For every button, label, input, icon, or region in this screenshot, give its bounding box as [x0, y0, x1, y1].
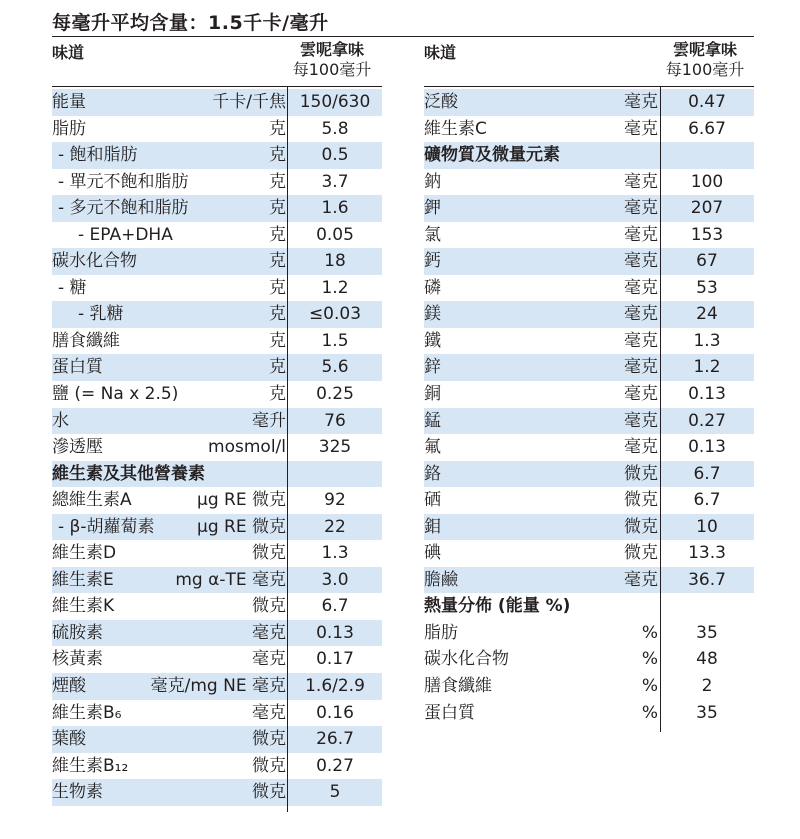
nutrient-name: 葉酸: [52, 729, 86, 750]
right-product-name: 雲呢拿味: [672, 40, 737, 59]
nutrient-name: 鈉: [424, 171, 441, 192]
nutrient-value: 5.8: [321, 118, 349, 139]
nutrient-row: [424, 673, 754, 700]
nutrient-name: - EPA+DHA: [78, 224, 173, 245]
nutrient-unit: 毫克/mg NE 毫克: [150, 676, 286, 697]
nutrient-name: 銅: [424, 384, 441, 405]
nutrient-value: 0.05: [316, 224, 354, 245]
right-flavor-header: 味道: [424, 43, 457, 62]
nutrient-row: [52, 673, 382, 700]
nutrient-row: [424, 620, 754, 647]
nutrient-row: [52, 408, 382, 435]
nutrient-value: 18: [324, 251, 346, 272]
nutrient-unit: %: [641, 649, 658, 670]
nutrient-unit: mosmol/l: [208, 437, 286, 458]
nutrient-row: [424, 248, 754, 275]
nutrient-name: 硒: [424, 490, 441, 511]
nutrient-value: 1.3: [693, 330, 721, 351]
nutrient-unit: 毫克: [624, 171, 658, 192]
nutrient-row: [424, 700, 754, 727]
nutrient-name: 總維生素A: [52, 490, 132, 511]
left-header-rule: [52, 86, 382, 87]
right-header-rule: [424, 86, 754, 87]
nutrient-value: 5: [329, 782, 341, 803]
nutrient-name: 鉬: [424, 516, 441, 537]
nutrient-unit: 毫克: [624, 437, 658, 458]
nutrient-value: 0.47: [688, 92, 726, 112]
nutrient-value: 3.7: [321, 171, 349, 192]
nutrient-value: 6.67: [688, 118, 726, 139]
nutrient-name: 磷: [424, 277, 441, 298]
nutrient-value: 48: [696, 649, 718, 670]
left-nutrition-table: [52, 89, 382, 806]
nutrient-value: 100: [690, 171, 724, 192]
nutrient-name: 水: [52, 410, 69, 431]
nutrient-value: 0.17: [316, 649, 354, 670]
nutrient-name: 泛酸: [424, 92, 458, 112]
nutrient-unit: 毫克: [624, 330, 658, 351]
right-value-divider: [660, 86, 661, 732]
nutrient-name: - 乳糖: [78, 304, 124, 325]
nutrient-name: - 糖: [58, 277, 87, 298]
nutrient-name: 鎂: [424, 304, 441, 325]
nutrient-value: 13.3: [688, 543, 726, 564]
nutrient-value: 0.16: [316, 702, 354, 723]
section-heading: 維生素及其他營養素: [52, 463, 205, 484]
nutrient-name: 脂肪: [424, 622, 458, 643]
nutrient-row: [424, 301, 754, 328]
nutrient-name: 膳食纖維: [52, 330, 120, 351]
nutrient-unit: 毫克: [624, 384, 658, 405]
nutrient-unit: 毫克: [624, 224, 658, 245]
nutrient-unit: 微克: [624, 463, 658, 484]
page-heading: 每毫升平均含量：1.5千卡/毫升: [52, 12, 329, 34]
nutrient-row: [424, 381, 754, 408]
nutrient-unit: 微克: [252, 596, 286, 617]
nutrient-row: [424, 646, 754, 673]
nutrient-value: 0.27: [688, 410, 726, 431]
nutrient-unit: mg α-TE 毫克: [175, 569, 286, 590]
nutrient-row: [52, 354, 382, 381]
nutrient-row: [424, 514, 754, 541]
nutrient-row: [52, 567, 382, 594]
nutrient-value: 207: [690, 198, 724, 219]
nutrient-name: 鋅: [424, 357, 441, 378]
nutrient-value: 0.13: [688, 384, 726, 405]
nutrient-name: 鉀: [424, 198, 441, 219]
nutrient-unit: 毫克: [624, 92, 658, 112]
nutrient-name: 維生素B₆: [52, 702, 122, 723]
left-flavor-header: 味道: [52, 43, 85, 62]
nutrient-unit: 微克: [624, 516, 658, 537]
nutrient-unit: 毫克: [624, 304, 658, 325]
nutrient-row: [52, 275, 382, 302]
nutrient-value: 67: [696, 251, 718, 272]
nutrient-row: [424, 275, 754, 302]
nutrient-name: 維生素K: [52, 596, 115, 617]
nutrient-unit: 毫升: [252, 410, 286, 431]
nutrient-unit: 微克: [624, 543, 658, 564]
nutrient-row: [424, 169, 754, 196]
nutrient-unit: 毫克: [624, 569, 658, 590]
nutrient-unit: 微克: [252, 543, 286, 564]
nutrient-name: 維生素B₁₂: [52, 755, 129, 776]
nutrient-row: [424, 540, 754, 567]
nutrient-row: [52, 434, 382, 461]
nutrient-value: 35: [696, 622, 718, 643]
nutrient-name: 維生素C: [424, 118, 487, 139]
nutrient-unit: 克: [269, 198, 286, 219]
nutrient-row: [52, 248, 382, 275]
nutrient-value: 0.5: [321, 145, 349, 166]
section-heading: 礦物質及微量元素: [424, 145, 560, 166]
nutrient-unit: 毫克: [252, 649, 286, 670]
nutrient-unit: 微克: [624, 490, 658, 511]
nutrient-value: 1.6/2.9: [305, 676, 365, 697]
left-product-header: [287, 40, 377, 80]
nutrient-unit: 克: [269, 304, 286, 325]
nutrient-row: [424, 116, 754, 143]
heading-rule: [52, 36, 754, 37]
nutrient-name: 維生素D: [52, 543, 117, 564]
nutrient-row: [52, 540, 382, 567]
nutrient-name: 膳食纖維: [424, 676, 492, 697]
nutrient-unit: 毫克: [624, 277, 658, 298]
nutrient-name: 氯: [424, 224, 441, 245]
nutrient-row: [52, 328, 382, 355]
nutrient-row: [52, 646, 382, 673]
nutrient-unit: 微克: [252, 782, 286, 803]
nutrient-name: 碳水化合物: [52, 251, 137, 272]
nutrient-value: 1.3: [321, 543, 349, 564]
nutrient-row: [52, 593, 382, 620]
nutrient-value: 0.13: [688, 437, 726, 458]
nutrient-value: 5.6: [321, 357, 349, 378]
nutrient-unit: 克: [269, 251, 286, 272]
nutrient-row: [52, 700, 382, 727]
nutrient-row: [424, 461, 754, 488]
nutrient-unit: µg RE 微克: [197, 516, 286, 537]
nutrient-row: [52, 726, 382, 753]
nutrient-value: ≤0.03: [308, 304, 362, 325]
nutrient-name: 生物素: [52, 782, 103, 803]
nutrient-unit: 克: [269, 384, 286, 405]
nutrient-unit: 克: [269, 171, 286, 192]
nutrient-value: 3.0: [321, 569, 349, 590]
nutrient-row: [424, 328, 754, 355]
nutrient-name: - β-胡蘿蔔素: [58, 516, 155, 537]
nutrient-name: - 飽和脂肪: [58, 145, 138, 166]
nutrient-name: 蛋白質: [52, 357, 103, 378]
nutrient-unit: µg RE 微克: [197, 490, 286, 511]
nutrient-value: 153: [690, 224, 724, 245]
nutrient-value: 26.7: [316, 729, 354, 750]
nutrient-row: [52, 301, 382, 328]
left-product-name: 雲呢拿味: [299, 40, 364, 59]
nutrient-row: [52, 487, 382, 514]
nutrient-unit: 克: [269, 330, 286, 351]
nutrient-name: 硫胺素: [52, 622, 103, 643]
nutrient-value: 2: [701, 676, 713, 697]
nutrient-name: 維生素E: [52, 569, 114, 590]
left-product-per: 每100毫升: [292, 60, 372, 79]
right-product-per: 每100毫升: [665, 60, 745, 79]
nutrient-name: 能量: [52, 92, 86, 112]
nutrient-unit: 毫克: [252, 622, 286, 643]
nutrient-row: [424, 89, 754, 116]
nutrient-value: 24: [696, 304, 718, 325]
nutrient-name: 脂肪: [52, 118, 86, 139]
nutrient-value: 0.25: [316, 384, 354, 405]
nutrient-row: [424, 487, 754, 514]
nutrient-unit: 毫克: [624, 198, 658, 219]
section-heading-row: [424, 142, 754, 169]
nutrient-name: 滲透壓: [52, 437, 103, 458]
nutrient-row: [52, 753, 382, 780]
nutrient-row: [52, 195, 382, 222]
nutrient-value: 35: [696, 702, 718, 723]
nutrient-unit: 毫克: [624, 410, 658, 431]
nutrient-row: [52, 222, 382, 249]
nutrient-unit: 微克: [252, 729, 286, 750]
nutrient-name: 核黃素: [52, 649, 103, 670]
nutrient-name: 煙酸: [52, 676, 86, 697]
nutrient-row: [424, 408, 754, 435]
nutrient-name: 碳水化合物: [424, 649, 509, 670]
nutrient-value: 36.7: [688, 569, 726, 590]
nutrient-unit: 微克: [252, 755, 286, 776]
nutrient-row: [424, 222, 754, 249]
nutrient-unit: %: [641, 676, 658, 697]
nutrient-name: 碘: [424, 543, 441, 564]
nutrient-row: [52, 514, 382, 541]
nutrient-unit: 克: [269, 145, 286, 166]
nutrient-name: 錳: [424, 410, 441, 431]
right-product-header: [660, 40, 750, 80]
nutrient-name: 氟: [424, 437, 441, 458]
nutrient-value: 150/630: [299, 92, 371, 112]
section-heading-row: [52, 461, 382, 488]
nutrient-value: 6.7: [693, 490, 721, 511]
nutrient-row: [52, 169, 382, 196]
nutrient-value: 0.13: [316, 622, 354, 643]
nutrient-unit: %: [641, 622, 658, 643]
nutrient-name: 膽鹼: [424, 569, 458, 590]
nutrient-unit: 毫克: [624, 357, 658, 378]
nutrient-unit: 毫克: [252, 702, 286, 723]
section-heading: 熱量分佈 (能量 %): [424, 596, 571, 617]
nutrient-value: 0.27: [316, 755, 354, 776]
nutrient-value: 6.7: [693, 463, 721, 484]
nutrient-value: 53: [696, 277, 718, 298]
nutrient-row: [52, 89, 382, 116]
nutrient-row: [52, 381, 382, 408]
nutrient-unit: 毫克: [624, 118, 658, 139]
right-nutrition-table: [424, 89, 754, 726]
nutrient-unit: %: [641, 702, 658, 723]
nutrient-value: 92: [324, 490, 346, 511]
nutrient-name: 鹽 (= Na x 2.5): [52, 384, 179, 405]
nutrient-unit: 克: [269, 357, 286, 378]
nutrient-value: 10: [696, 516, 718, 537]
nutrient-row: [52, 779, 382, 806]
nutrient-row: [52, 620, 382, 647]
nutrient-unit: 克: [269, 277, 286, 298]
nutrient-row: [424, 354, 754, 381]
nutrient-unit: 克: [269, 224, 286, 245]
nutrient-value: 6.7: [321, 596, 349, 617]
nutrient-name: - 多元不飽和脂肪: [58, 198, 189, 219]
nutrient-name: 蛋白質: [424, 702, 475, 723]
nutrient-value: 1.2: [693, 357, 721, 378]
nutrient-row: [424, 195, 754, 222]
nutrient-value: 325: [318, 437, 352, 458]
nutrient-value: 76: [324, 410, 346, 431]
nutrient-row: [424, 567, 754, 594]
nutrient-name: - 單元不飽和脂肪: [58, 171, 189, 192]
section-heading-row: [424, 593, 754, 620]
nutrient-row: [424, 434, 754, 461]
nutrient-unit: 克: [269, 118, 286, 139]
nutrient-value: 1.2: [321, 277, 349, 298]
left-value-divider: [287, 86, 288, 812]
nutrient-name: 鉻: [424, 463, 441, 484]
nutrient-name: 鐵: [424, 330, 441, 351]
nutrient-row: [52, 142, 382, 169]
nutrient-unit: 千卡/千焦: [212, 92, 286, 112]
nutrient-row: [52, 116, 382, 143]
nutrient-value: 22: [324, 516, 346, 537]
nutrient-unit: 毫克: [624, 251, 658, 272]
nutrient-value: 1.5: [321, 330, 349, 351]
nutrient-value: 1.6: [321, 198, 349, 219]
nutrient-name: 鈣: [424, 251, 441, 272]
